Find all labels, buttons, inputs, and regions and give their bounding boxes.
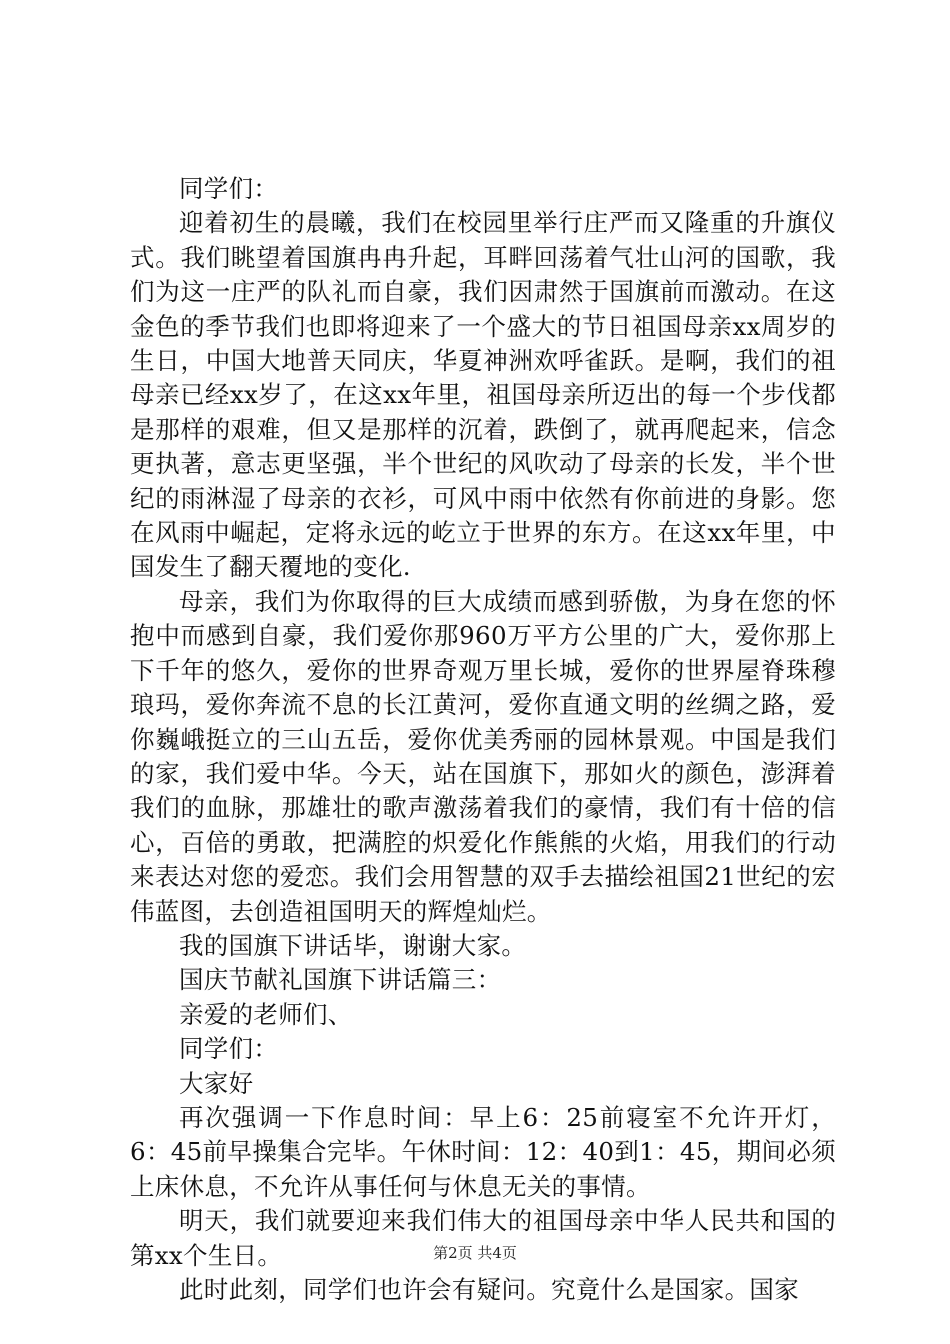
- paragraph-11: 此时此刻，同学们也许会有疑问。究竟什么是国家。国家: [179, 1275, 799, 1304]
- paragraph-2: 迎着初生的晨曦，我们在校园里举行庄严而又隆重的升旗仪式。我们眺望着国旗冉冉升起，耳畔回荡着气壮山河的国歌，我们为这一庄严的队礼而自豪，我们因肃然于国旗前而激动。在这金色的季节我们也即将迎来了一个盛大的节日祖国母亲xx周岁的生日，中国大地普天同庆，华夏神洲欢呼雀跃。是啊，我们的祖母亲已经xx岁了，在这xx年里，祖国母亲所迈出的每一个步伐都是那样的艰难，但又是那样的沉着，跌倒了，就再爬起来，信念更执著，意志更坚强，半个世纪的风吹动了母亲的长发，半个世纪的雨淋湿了母亲的衣衫，可风中雨中依然有你前进的身影。您在风雨中崛起，定将永远的屹立于世界的东方。在这xx年里，中国发生了翻天覆地的变化.: [130, 208, 836, 582]
- paragraph-5: 国庆节献礼国旗下讲话篇三：: [179, 965, 502, 995]
- paragraph-10: 明天，我们就要迎来我们伟大的祖国母亲中华人民共和国的第xx个生日。: [130, 1206, 836, 1270]
- paragraph-1: 同学们：: [179, 174, 279, 203]
- paragraph-3: 母亲，我们为你取得的巨大成绩而感到骄傲，为身在您的怀抱中而感到自豪，我们爱你那960万平方公里的广大，爱你那上下千年的悠久，爱你的世界奇观万里长城，爱你的世界屋脊珠穆琅玛，爱你奔流不息的长江黄河，爱你直通文明的丝绸之路，爱你巍峨挺立的三山五岳，爱你优美秀丽的园林景观。中国是我们的家，我们爱中华。今天，站在国旗下，那如火的颜色，澎湃着我们的血脉，那雄壮的歌声激荡着我们的豪情，我们有十倍的信心，百倍的勇敢，把满腔的炽爱化作熊熊的火焰，用我们的行动来表达对您的爱恋。我们会用智慧的双手去描绘祖国21世纪的宏伟蓝图，去创造祖国明天的辉煌灿烂。: [130, 586, 836, 926]
- page-number-label: 第2页 共4页: [433, 1244, 517, 1262]
- paragraph-6: 亲爱的老师们、: [179, 999, 353, 1029]
- page-footer: [0, 1243, 950, 1263]
- paragraph-7: 同学们：: [179, 1034, 279, 1064]
- paragraph-8: 大家好: [179, 1068, 254, 1098]
- document-body: [130, 172, 836, 1307]
- paragraph-9: 再次强调一下作息时间：早上6：25前寝室不允许开灯，6：45前早操集合完毕。午休时间：12：40到1：45，期间必须上床休息，不允许从事任何与休息无关的事情。: [130, 1102, 836, 1201]
- paragraph-4: 我的国旗下讲话毕，谢谢大家。: [179, 930, 527, 960]
